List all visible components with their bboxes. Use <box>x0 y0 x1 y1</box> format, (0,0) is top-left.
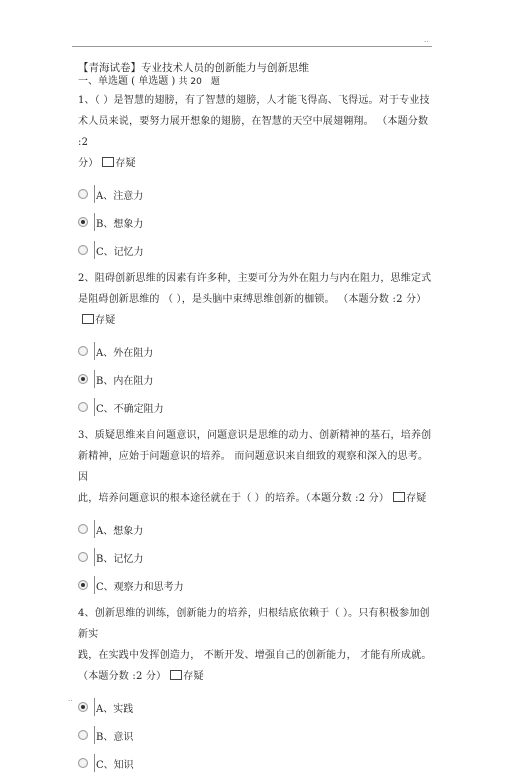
radio-unchecked-icon[interactable] <box>78 189 88 199</box>
header-rule <box>72 46 432 47</box>
question-line <box>78 666 438 687</box>
doubt-label: 存疑 <box>183 671 204 682</box>
radio-checked-icon[interactable] <box>78 217 88 227</box>
section-label: 一、单选题 ( 单选题 ) <box>78 76 176 87</box>
question-line <box>78 90 438 111</box>
text-cursor-bar <box>94 342 95 360</box>
option-label: C、记忆力 <box>96 246 144 258</box>
footer-mark: .. <box>68 695 73 703</box>
text-cursor-bar <box>94 548 95 566</box>
question-3 <box>78 425 438 599</box>
question-line-text: 术人员来说，要努力展开想象的翅膀，在智慧的天空中展翅翱翔。 （本题分数 :2 <box>78 116 429 148</box>
radio-unchecked-icon[interactable] <box>78 730 88 740</box>
option-list <box>78 693 438 777</box>
question-line <box>78 645 438 666</box>
option-a[interactable] <box>78 693 438 721</box>
option-c[interactable] <box>78 749 438 777</box>
question-line <box>78 268 438 289</box>
option-list <box>78 180 438 264</box>
question-line <box>78 289 438 331</box>
radio-unchecked-icon[interactable] <box>78 346 88 356</box>
document-content <box>78 62 438 781</box>
radio-unchecked-icon[interactable] <box>78 758 88 768</box>
option-b[interactable] <box>78 543 438 571</box>
question-line-text: 此，培养问题意识的根本途径就在于（ ）的培养。（本题分数 :2 分） <box>78 493 390 504</box>
option-label: B、记忆力 <box>96 553 144 565</box>
doubt-checkbox[interactable] <box>102 157 114 167</box>
doubt-label: 存疑 <box>115 158 136 169</box>
radio-unchecked-icon[interactable] <box>78 245 88 255</box>
radio-unchecked-icon[interactable] <box>78 402 88 412</box>
option-label: A、外在阻力 <box>96 347 154 359</box>
radio-unchecked-icon[interactable] <box>78 552 88 562</box>
option-a[interactable] <box>78 180 438 208</box>
option-list <box>78 515 438 599</box>
option-label: C、观察力和思考力 <box>96 581 184 593</box>
question-line <box>78 488 438 509</box>
text-cursor-bar <box>94 370 95 388</box>
option-a[interactable] <box>78 515 438 543</box>
question-line-text: 2、阻碍创新思维的因素有许多种，主要可分为外在阻力与内在阻力，思维定式 <box>78 273 432 284</box>
option-c[interactable] <box>78 393 438 421</box>
section-heading <box>78 75 438 89</box>
option-label: B、意识 <box>96 731 134 743</box>
option-b[interactable] <box>78 208 438 236</box>
option-label: B、内在阻力 <box>96 375 154 387</box>
question-line <box>78 153 438 174</box>
question-line <box>78 603 438 645</box>
question-count: 共 20 题 <box>178 77 220 87</box>
question-line-text: 1、（ ）是智慧的翅膀，有了智慧的翅膀，人才能飞得高、飞得远。对于专业技 <box>78 95 430 106</box>
question-line <box>78 111 438 153</box>
option-label: A、注意力 <box>96 190 144 202</box>
text-cursor-bar <box>94 213 95 231</box>
question-line <box>78 425 438 446</box>
question-text <box>78 425 438 509</box>
doubt-checkbox[interactable] <box>393 492 405 502</box>
question-4 <box>78 603 438 777</box>
doubt-label: 存疑 <box>406 493 427 504</box>
text-cursor-bar <box>94 576 95 594</box>
question-line-text: 4、创新思维的训练，创新能力的培养，归根结底依赖于（ ）。只有积极参加创新实 <box>78 608 430 640</box>
text-cursor-bar <box>94 520 95 538</box>
option-label: C、不确定阻力 <box>96 403 164 415</box>
question-line-text: 是阻碍创新思维的 （ ），是头脑中束缚思维创新的枷锁。 （本题分数 :2 分） <box>78 294 427 305</box>
document-title: 【青海试卷】专业技术人员的创新能力与创新思维 <box>78 62 309 74</box>
option-label: B、想象力 <box>96 218 144 230</box>
question-list <box>78 90 438 777</box>
question-line-text: 3、质疑思维来自问题意识，问题意识是思维的动力、创新精神的基石，培养创 <box>78 430 432 441</box>
question-line <box>78 446 438 488</box>
question-tail: 分） <box>78 158 99 169</box>
option-label: C、知识 <box>96 759 134 771</box>
option-c[interactable] <box>78 236 438 264</box>
option-a[interactable] <box>78 337 438 365</box>
doubt-checkbox[interactable] <box>82 314 94 324</box>
question-text <box>78 90 438 174</box>
option-label: A、想象力 <box>96 525 144 537</box>
doubt-label: 存疑 <box>95 315 116 326</box>
question-text <box>78 603 438 687</box>
option-label: A、实践 <box>96 703 134 715</box>
radio-checked-icon[interactable] <box>78 702 88 712</box>
text-cursor-bar <box>94 185 95 203</box>
question-line-text: （本题分数 :2 分） <box>78 671 167 682</box>
question-line-text: 践，在实践中发挥创造力， 不断开发、增强自己的创新能力， 才能有所成就。 <box>78 650 432 661</box>
text-cursor-bar <box>94 241 95 259</box>
text-cursor-bar <box>94 726 95 744</box>
text-cursor-bar <box>94 398 95 416</box>
header-mark: .. <box>424 36 429 44</box>
question-1 <box>78 90 438 264</box>
text-cursor-bar <box>94 754 95 772</box>
question-line-text: 新精神，应始于问题意识的培养。 而问题意识来自细致的观察和深入的思考。 因 <box>78 451 429 483</box>
question-2 <box>78 268 438 421</box>
option-b[interactable] <box>78 365 438 393</box>
option-list <box>78 337 438 421</box>
radio-checked-icon[interactable] <box>78 580 88 590</box>
radio-unchecked-icon[interactable] <box>78 524 88 534</box>
question-text <box>78 268 438 331</box>
option-c[interactable] <box>78 571 438 599</box>
text-cursor-bar <box>94 698 95 716</box>
doubt-checkbox[interactable] <box>170 670 182 680</box>
option-b[interactable] <box>78 721 438 749</box>
radio-checked-icon[interactable] <box>78 374 88 384</box>
